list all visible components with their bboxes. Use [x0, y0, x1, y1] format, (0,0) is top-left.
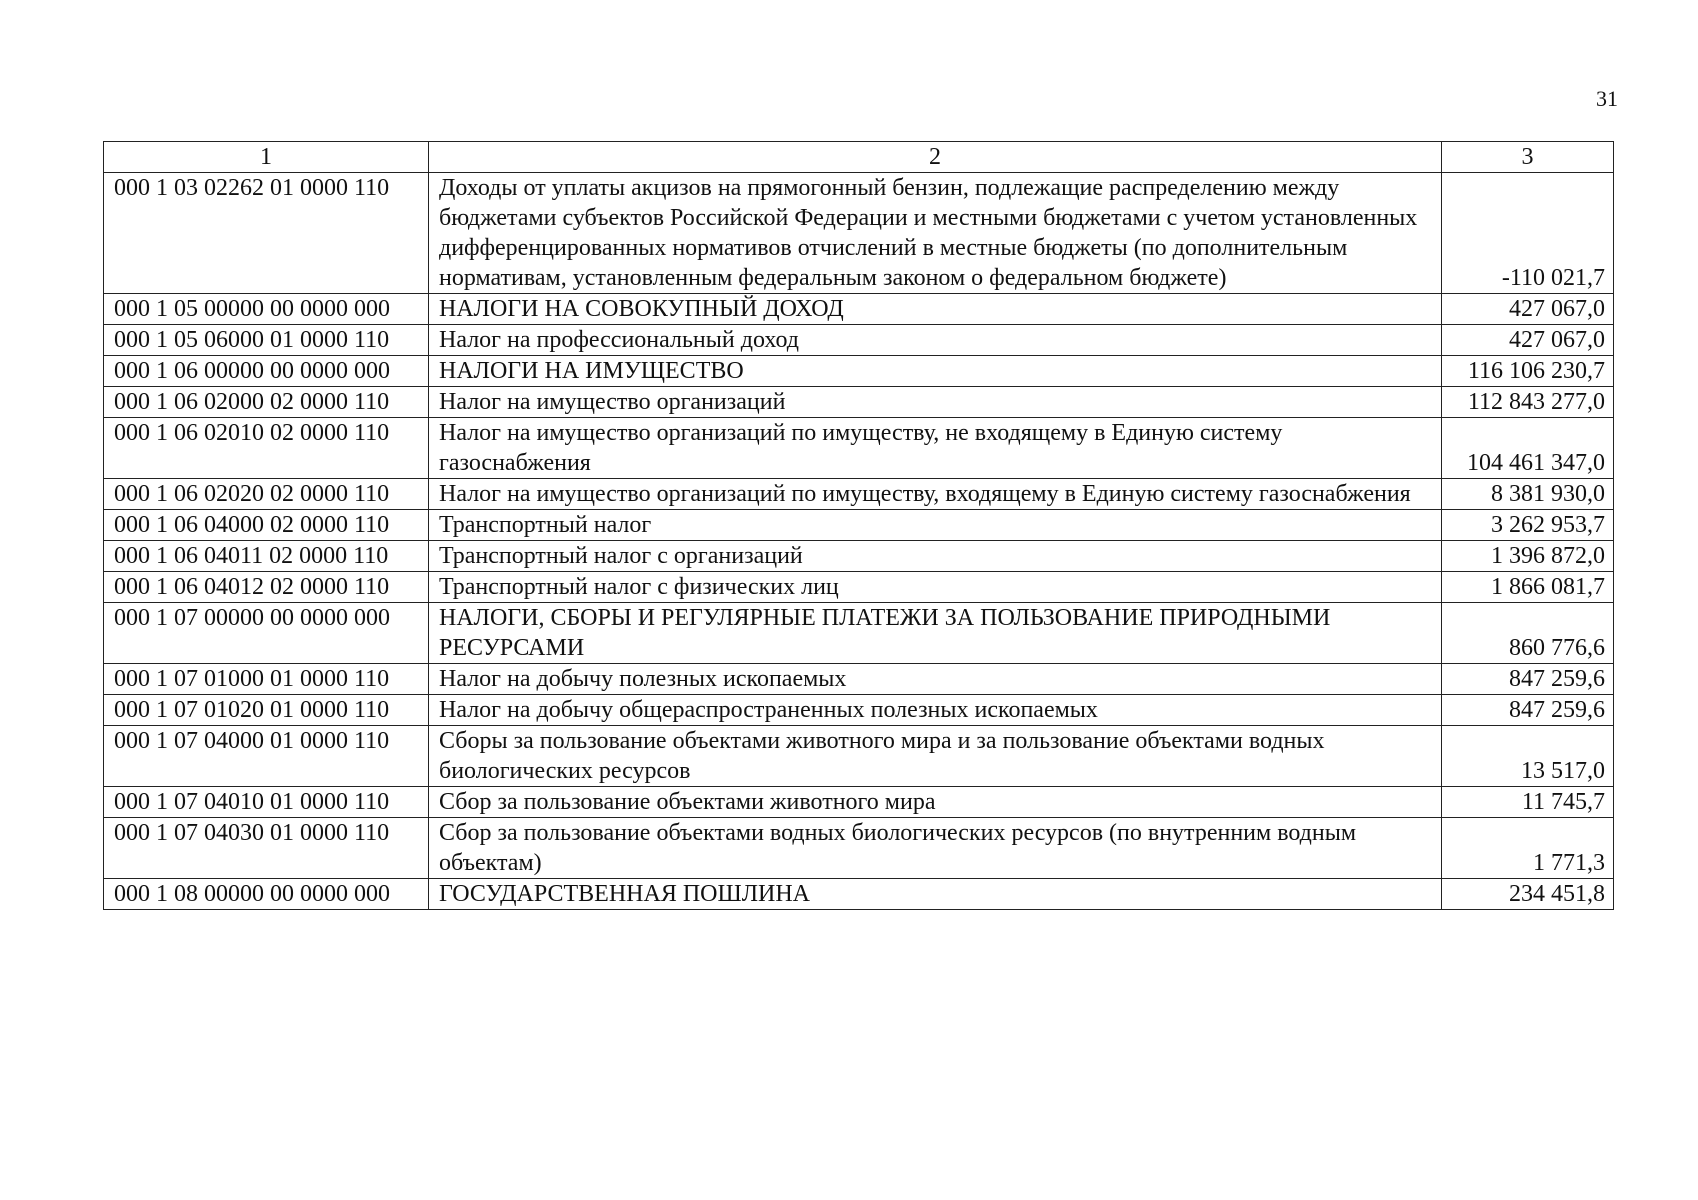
revenue-name-cell: Сбор за пользование объектами водных биологических ресурсов (по внутренним водным объектам): [429, 818, 1442, 879]
revenue-name-cell: Налог на профессиональный доход: [429, 325, 1442, 356]
revenue-name-cell: Налог на имущество организаций по имуществу, не входящему в Единую систему газоснабжения: [429, 418, 1442, 479]
budget-code-cell: 000 1 08 00000 00 0000 000: [104, 879, 429, 910]
table-body: [104, 142, 1614, 910]
budget-revenue-table: [103, 141, 1614, 910]
table-row: [104, 603, 1614, 664]
table-row: [104, 325, 1614, 356]
amount-cell: 13 517,0: [1442, 726, 1614, 787]
table-row: [104, 726, 1614, 787]
amount-cell: -110 021,7: [1442, 173, 1614, 294]
revenue-name-cell: НАЛОГИ НА ИМУЩЕСТВО: [429, 356, 1442, 387]
revenue-name-cell: ГОСУДАРСТВЕННАЯ ПОШЛИНА: [429, 879, 1442, 910]
revenue-name-cell: Налог на имущество организаций: [429, 387, 1442, 418]
table-header-row: [104, 142, 1614, 173]
budget-code-cell: 000 1 07 04030 01 0000 110: [104, 818, 429, 879]
revenue-name-cell: Транспортный налог с физических лиц: [429, 572, 1442, 603]
budget-code-cell: 000 1 07 01020 01 0000 110: [104, 695, 429, 726]
amount-cell: 1 396 872,0: [1442, 541, 1614, 572]
budget-code-cell: 000 1 07 00000 00 0000 000: [104, 603, 429, 664]
budget-code-cell: 000 1 05 00000 00 0000 000: [104, 294, 429, 325]
budget-code-cell: 000 1 06 02020 02 0000 110: [104, 479, 429, 510]
budget-code-cell: 000 1 07 04000 01 0000 110: [104, 726, 429, 787]
amount-cell: 847 259,6: [1442, 695, 1614, 726]
budget-code-cell: 000 1 06 02000 02 0000 110: [104, 387, 429, 418]
budget-code-cell: 000 1 03 02262 01 0000 110: [104, 173, 429, 294]
amount-cell: 1 771,3: [1442, 818, 1614, 879]
budget-code-cell: 000 1 06 02010 02 0000 110: [104, 418, 429, 479]
column-header-code: 1: [104, 142, 429, 173]
column-header-name: 2: [429, 142, 1442, 173]
amount-cell: 11 745,7: [1442, 787, 1614, 818]
column-header-amount: 3: [1442, 142, 1614, 173]
page-number: 31: [1596, 86, 1618, 111]
revenue-name-cell: Сборы за пользование объектами животного мира и за пользование объектами водных биологических ресурсов: [429, 726, 1442, 787]
revenue-name-cell: Доходы от уплаты акцизов на прямогонный бензин, подлежащие распределению между бюджетами субъектов Российской Федерации и местными бюджетами с учетом установленных дифференцированных нормативов отчислений в местные бюджеты (по дополнительным нормативам, установленным федеральным законом о федеральном бюджете): [429, 173, 1442, 294]
amount-cell: 847 259,6: [1442, 664, 1614, 695]
revenue-name-cell: Транспортный налог с организаций: [429, 541, 1442, 572]
table-row: [104, 387, 1614, 418]
amount-cell: 8 381 930,0: [1442, 479, 1614, 510]
revenue-name-cell: Сбор за пользование объектами животного мира: [429, 787, 1442, 818]
table-row: [104, 572, 1614, 603]
amount-cell: 427 067,0: [1442, 294, 1614, 325]
amount-cell: 427 067,0: [1442, 325, 1614, 356]
amount-cell: 112 843 277,0: [1442, 387, 1614, 418]
budget-code-cell: 000 1 06 00000 00 0000 000: [104, 356, 429, 387]
table-row: [104, 294, 1614, 325]
revenue-name-cell: Налог на добычу общераспространенных полезных ископаемых: [429, 695, 1442, 726]
budget-code-cell: 000 1 06 04012 02 0000 110: [104, 572, 429, 603]
budget-code-cell: 000 1 06 04000 02 0000 110: [104, 510, 429, 541]
revenue-name-cell: Транспортный налог: [429, 510, 1442, 541]
budget-code-cell: 000 1 06 04011 02 0000 110: [104, 541, 429, 572]
table-row: [104, 818, 1614, 879]
amount-cell: 234 451,8: [1442, 879, 1614, 910]
budget-code-cell: 000 1 07 01000 01 0000 110: [104, 664, 429, 695]
table-row: [104, 879, 1614, 910]
amount-cell: 116 106 230,7: [1442, 356, 1614, 387]
table-row: [104, 173, 1614, 294]
amount-cell: 1 866 081,7: [1442, 572, 1614, 603]
table-row: [104, 695, 1614, 726]
revenue-name-cell: Налог на добычу полезных ископаемых: [429, 664, 1442, 695]
table-row: [104, 510, 1614, 541]
amount-cell: 3 262 953,7: [1442, 510, 1614, 541]
table-row: [104, 356, 1614, 387]
revenue-name-cell: НАЛОГИ, СБОРЫ И РЕГУЛЯРНЫЕ ПЛАТЕЖИ ЗА ПОЛЬЗОВАНИЕ ПРИРОДНЫМИ РЕСУРСАМИ: [429, 603, 1442, 664]
table-row: [104, 664, 1614, 695]
budget-code-cell: 000 1 05 06000 01 0000 110: [104, 325, 429, 356]
revenue-name-cell: НАЛОГИ НА СОВОКУПНЫЙ ДОХОД: [429, 294, 1442, 325]
table-row: [104, 541, 1614, 572]
table-row: [104, 418, 1614, 479]
budget-code-cell: 000 1 07 04010 01 0000 110: [104, 787, 429, 818]
amount-cell: 860 776,6: [1442, 603, 1614, 664]
table-row: [104, 479, 1614, 510]
table-row: [104, 787, 1614, 818]
amount-cell: 104 461 347,0: [1442, 418, 1614, 479]
revenue-name-cell: Налог на имущество организаций по имуществу, входящему в Единую систему газоснабжения: [429, 479, 1442, 510]
